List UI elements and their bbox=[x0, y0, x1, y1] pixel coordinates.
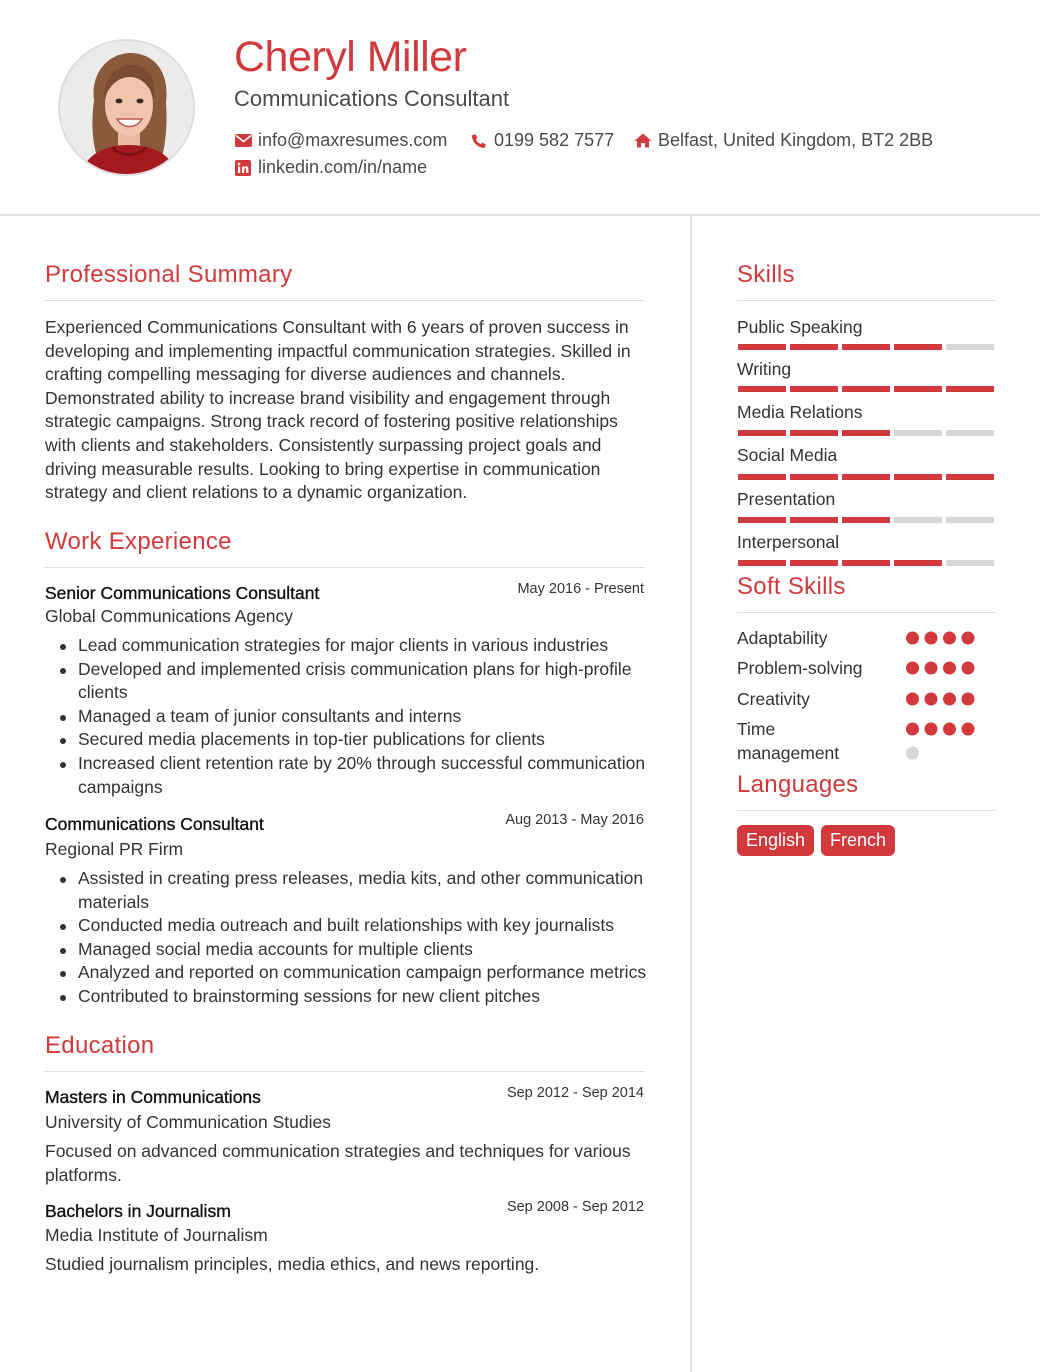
skill-bar-segment bbox=[894, 386, 942, 392]
contact-address-text: Belfast, United Kingdom, BT2 2BB bbox=[658, 130, 934, 150]
contact-address bbox=[634, 130, 933, 151]
skill-bar-segment bbox=[842, 560, 890, 566]
skill-bar-segment bbox=[894, 430, 942, 436]
rating-dot bbox=[925, 693, 938, 706]
candidate-title: Communications Consultant bbox=[234, 86, 510, 111]
skill-rating-bar bbox=[738, 517, 994, 523]
job-bullet: Managed a team of junior consultants and interns bbox=[78, 705, 648, 729]
home-icon bbox=[634, 132, 652, 150]
skill-label: Media Relations bbox=[737, 402, 863, 422]
skill-bar-segment bbox=[842, 386, 890, 392]
job-title: Communications Consultant bbox=[45, 814, 264, 834]
resume-header bbox=[0, 0, 1040, 216]
soft-skill-rating bbox=[906, 628, 976, 654]
soft-skills-rule bbox=[737, 612, 995, 613]
rating-dot bbox=[943, 693, 956, 706]
contact-email-text: info@maxresumes.com bbox=[258, 130, 448, 150]
skill-rating-bar bbox=[738, 474, 994, 480]
skill-bar-segment bbox=[946, 430, 994, 436]
skill-bar-segment bbox=[738, 517, 786, 523]
job-company: Regional PR Firm bbox=[45, 839, 184, 859]
job-bullets bbox=[78, 634, 648, 799]
experience-rule bbox=[45, 567, 645, 568]
contact-phone[interactable] bbox=[470, 130, 614, 151]
skill-bar-segment bbox=[790, 517, 838, 523]
rating-dot bbox=[962, 632, 975, 645]
soft-skill-label: Time management bbox=[737, 719, 840, 763]
education-rule bbox=[45, 1071, 645, 1072]
job-bullets bbox=[78, 867, 648, 1009]
contact-linkedin[interactable] bbox=[234, 157, 427, 178]
contact-phone-text: 0199 582 7577 bbox=[494, 130, 615, 150]
phone-icon bbox=[470, 132, 488, 150]
skill-bar-segment bbox=[738, 560, 786, 566]
rating-dot bbox=[943, 723, 956, 736]
skill-label: Writing bbox=[737, 359, 792, 379]
skill-bar-segment bbox=[946, 474, 994, 480]
skill-bar-segment bbox=[894, 517, 942, 523]
summary-text: Experienced Communications Consultant with 6 years of proven success in developing and implementing impactful communication strategies. Skilled in crafting compelling messaging for diverse audiences and channels. Demonstrated ability to increase brand visibility and engagement through strategic campaigns. Strong track record of fostering positive relationships with clients and stakeholders. Consistently surpassing project goals and driving measurable results. Looking to bring expertise in communication strategy and client relations to a dynamic organization. bbox=[45, 317, 631, 503]
skill-label: Social Media bbox=[737, 445, 838, 465]
job-bullet: Contributed to brainstorming sessions for new client pitches bbox=[78, 985, 648, 1009]
rating-dot bbox=[925, 723, 938, 736]
job-dates: Aug 2013 - May 2016 bbox=[505, 812, 644, 828]
job-bullet: Managed social media accounts for multiple clients bbox=[78, 938, 648, 962]
rating-dot bbox=[906, 723, 919, 736]
skills-rule bbox=[737, 300, 995, 301]
contact-linkedin-text: linkedin.com/in/name bbox=[258, 157, 428, 177]
job-bullet: Lead communication strategies for major clients in various industries bbox=[78, 634, 648, 658]
profile-photo bbox=[58, 39, 195, 176]
skill-label: Public Speaking bbox=[737, 317, 863, 337]
soft-skill-label: Creativity bbox=[737, 689, 810, 709]
skill-rating-bar bbox=[738, 386, 994, 392]
column-divider bbox=[690, 216, 692, 1372]
language-badge: French bbox=[821, 825, 895, 856]
rating-dot bbox=[925, 662, 938, 675]
skill-bar-segment bbox=[842, 517, 890, 523]
school-name: University of Communication Studies bbox=[45, 1112, 331, 1132]
soft-skill-label: Problem-solving bbox=[737, 658, 863, 678]
languages-rule bbox=[737, 810, 995, 811]
skill-label: Interpersonal bbox=[737, 532, 840, 552]
skill-bar-segment bbox=[842, 474, 890, 480]
rating-dot bbox=[943, 632, 956, 645]
degree-dates: Sep 2012 - Sep 2014 bbox=[506, 1085, 644, 1101]
soft-skill-rating bbox=[906, 689, 976, 715]
job-company: Global Communications Agency bbox=[45, 606, 294, 626]
skill-bar-segment bbox=[738, 344, 786, 350]
education-heading: Education bbox=[45, 1032, 155, 1059]
summary-rule bbox=[45, 300, 645, 301]
degree-dates: Sep 2008 - Sep 2012 bbox=[506, 1199, 644, 1215]
degree-description: Studied journalism principles, media ethics, and news reporting. bbox=[45, 1254, 540, 1274]
skill-bar-segment bbox=[894, 560, 942, 566]
rating-dot bbox=[906, 747, 919, 760]
summary-heading: Professional Summary bbox=[45, 261, 293, 288]
skill-bar-segment bbox=[894, 344, 942, 350]
candidate-name: Cheryl Miller bbox=[234, 33, 467, 81]
skills-heading: Skills bbox=[737, 261, 795, 288]
skill-bar-segment bbox=[790, 430, 838, 436]
rating-dot bbox=[962, 693, 975, 706]
skill-bar-segment bbox=[946, 344, 994, 350]
rating-dot bbox=[906, 662, 919, 675]
skill-bar-segment bbox=[946, 517, 994, 523]
job-bullet: Increased client retention rate by 20% through successful communication campaigns bbox=[78, 752, 648, 799]
skill-bar-segment bbox=[946, 386, 994, 392]
experience-heading: Work Experience bbox=[45, 528, 232, 555]
skill-bar-segment bbox=[790, 560, 838, 566]
skill-bar-segment bbox=[790, 386, 838, 392]
job-bullet: Developed and implemented crisis communication plans for high-profile clients bbox=[78, 658, 648, 705]
job-bullet: Analyzed and reported on communication campaign performance metrics bbox=[78, 961, 648, 985]
skill-bar-segment bbox=[738, 386, 786, 392]
skill-bar-segment bbox=[842, 344, 890, 350]
rating-dot bbox=[906, 632, 919, 645]
degree-title: Masters in Communications bbox=[45, 1087, 261, 1107]
job-bullet: Secured media placements in top-tier publications for clients bbox=[78, 728, 648, 752]
rating-dot bbox=[906, 693, 919, 706]
language-badge: English bbox=[737, 825, 814, 856]
skill-rating-bar bbox=[738, 560, 994, 566]
languages-heading: Languages bbox=[737, 771, 859, 798]
skill-rating-bar bbox=[738, 344, 994, 350]
skill-bar-segment bbox=[946, 560, 994, 566]
soft-skills-heading: Soft Skills bbox=[737, 573, 846, 600]
job-dates: May 2016 - Present bbox=[517, 581, 644, 597]
skill-bar-segment bbox=[790, 474, 838, 480]
skill-bar-segment bbox=[894, 474, 942, 480]
degree-title: Bachelors in Journalism bbox=[45, 1201, 231, 1221]
rating-dot bbox=[925, 632, 938, 645]
rating-dot bbox=[943, 662, 956, 675]
skill-bar-segment bbox=[738, 430, 786, 436]
linkedin-icon bbox=[234, 159, 252, 177]
skill-bar-segment bbox=[738, 474, 786, 480]
job-title: Senior Communications Consultant bbox=[45, 583, 320, 603]
skill-bar-segment bbox=[790, 344, 838, 350]
rating-dot bbox=[962, 723, 975, 736]
envelope-icon bbox=[234, 132, 252, 150]
skill-bar-segment bbox=[842, 430, 890, 436]
skill-rating-bar bbox=[738, 430, 994, 436]
school-name: Media Institute of Journalism bbox=[45, 1225, 268, 1245]
job-bullet: Assisted in creating press releases, media kits, and other communication materials bbox=[78, 867, 648, 914]
degree-description: Focused on advanced communication strategies and techniques for various platforms. bbox=[45, 1141, 631, 1185]
job-bullet: Conducted media outreach and built relationships with key journalists bbox=[78, 914, 648, 938]
soft-skill-rating bbox=[906, 658, 976, 684]
contact-email[interactable] bbox=[234, 130, 447, 151]
portrait-illustration bbox=[60, 41, 195, 176]
soft-skill-label: Adaptability bbox=[737, 628, 828, 648]
rating-dot bbox=[962, 662, 975, 675]
skill-label: Presentation bbox=[737, 489, 836, 509]
soft-skill-rating bbox=[906, 719, 976, 761]
